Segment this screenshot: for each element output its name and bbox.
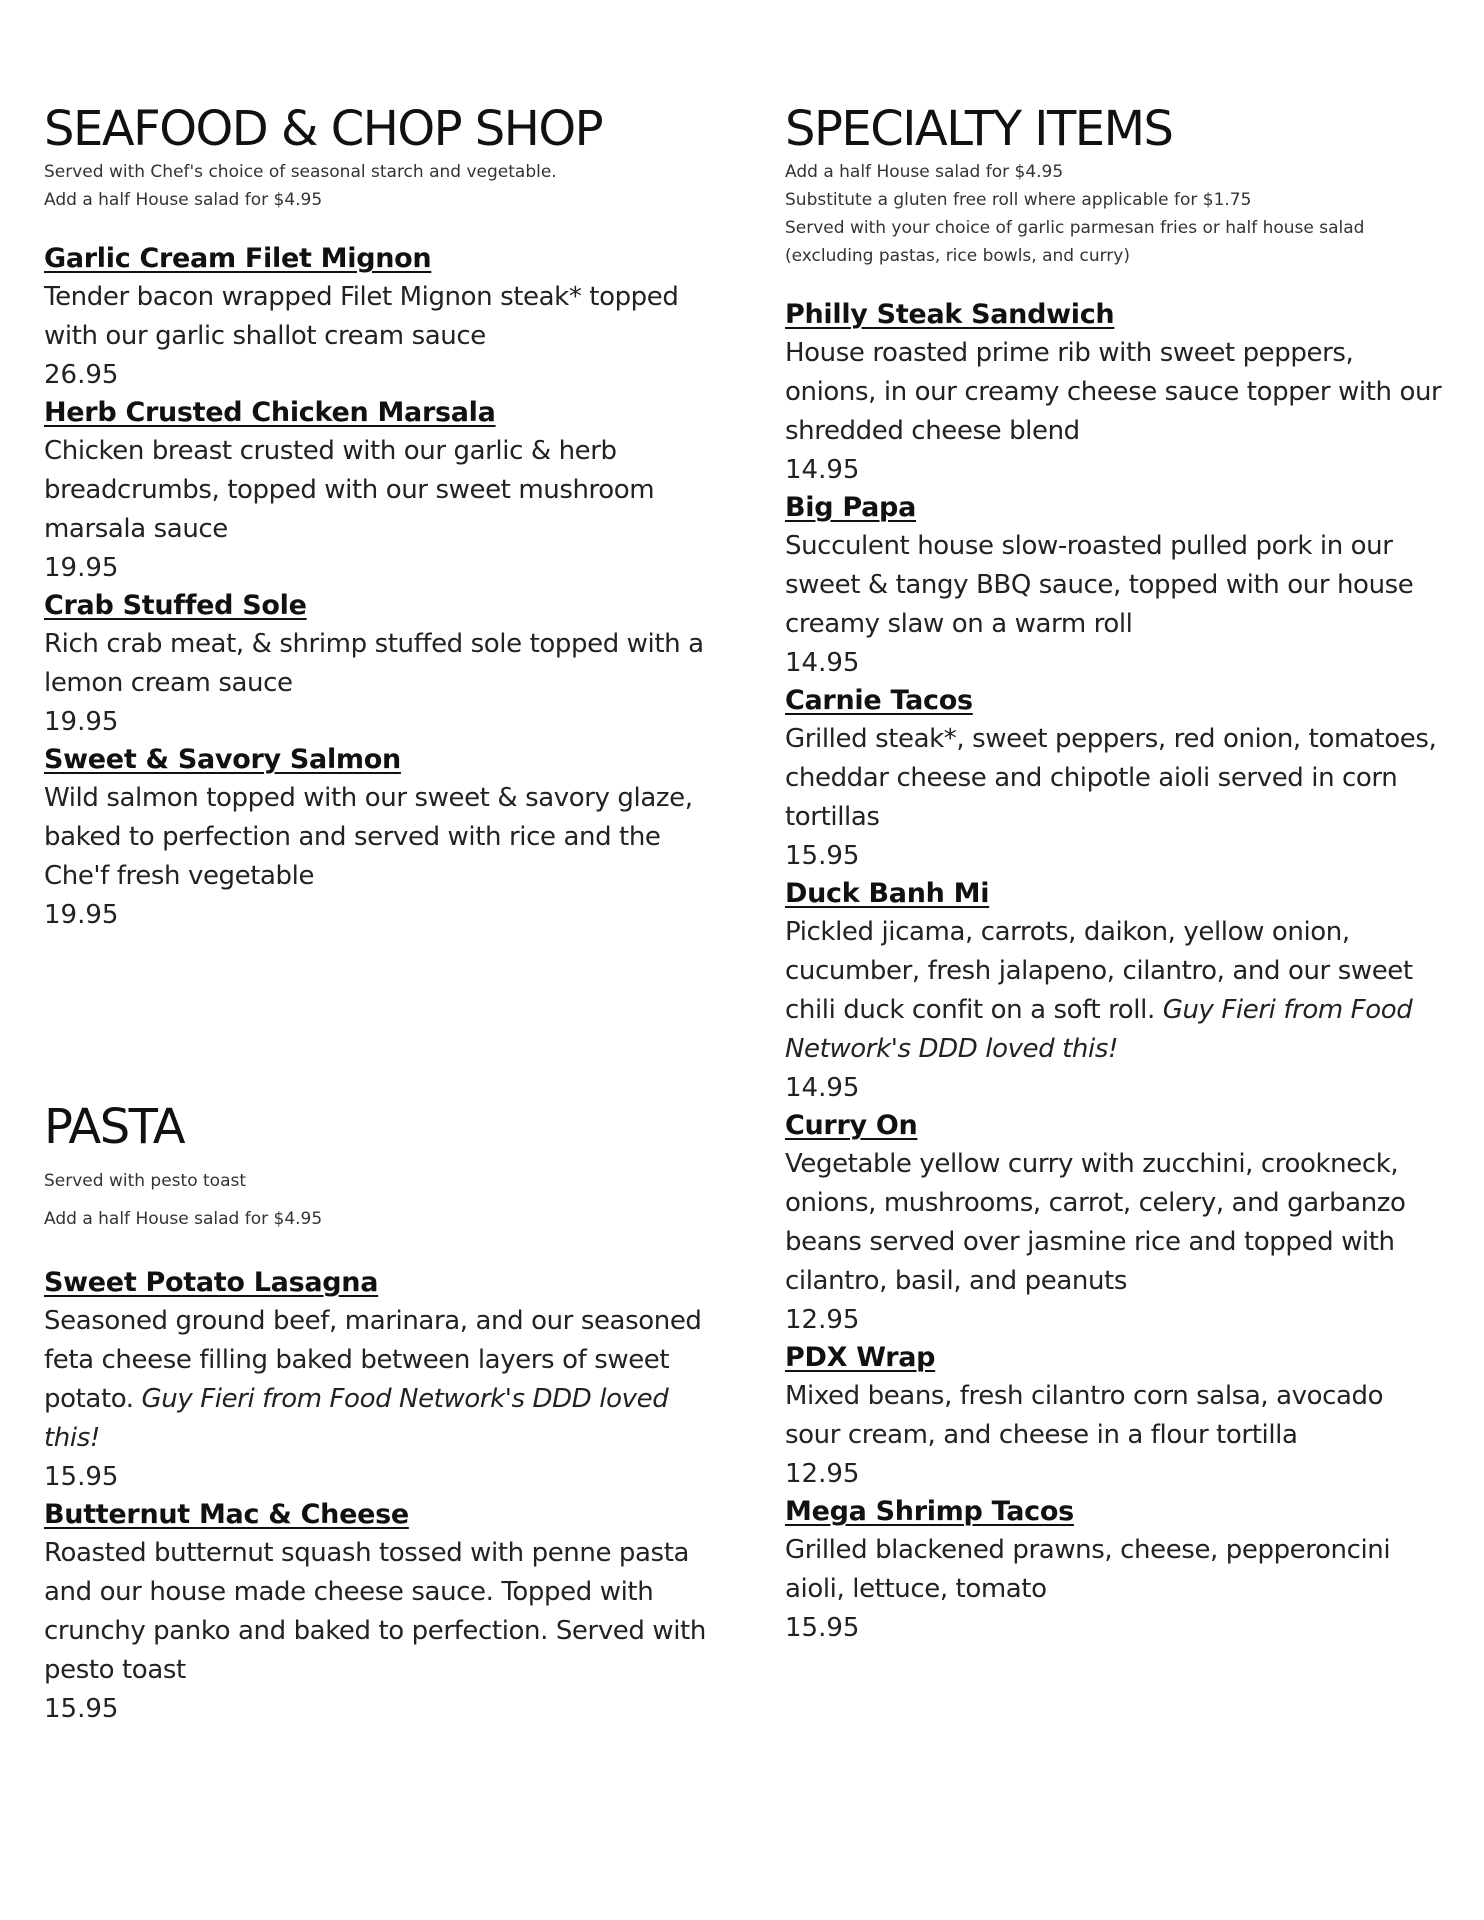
section-title: SEAFOOD & CHOP SHOP <box>44 101 603 157</box>
item-description: Tender bacon wrapped Filet Mignon steak* topped with our garlic shallot cream sauce <box>44 282 679 351</box>
item-price: 14.95 <box>785 455 860 485</box>
item-name: Duck Banh Mi <box>785 878 990 909</box>
item-name: Mega Shrimp Tacos <box>785 1496 1074 1527</box>
section-notes <box>44 1162 714 1238</box>
item-name: Big Papa <box>785 492 916 523</box>
seafood-section <box>44 100 714 934</box>
item-name: Herb Crusted Chicken Marsala <box>44 397 496 428</box>
item-description <box>44 1302 714 1458</box>
item-price: 14.95 <box>785 1073 860 1103</box>
item-name: PDX Wrap <box>785 1342 936 1373</box>
item-price: 26.95 <box>44 360 119 390</box>
menu-item <box>44 587 714 741</box>
item-price: 12.95 <box>785 1305 860 1335</box>
item-description: Chicken breast crusted with our garlic & herb breadcrumbs, topped with our sweet mushroom marsala sauce <box>44 436 655 544</box>
menu-item <box>44 1496 714 1728</box>
item-description: Wild salmon topped with our sweet & savory glaze, baked to perfection and served with rice and the Che'f fresh vegetable <box>44 783 693 891</box>
item-description <box>785 913 1445 1069</box>
item-name: Sweet & Savory Salmon <box>44 744 401 775</box>
right-column <box>785 100 1445 1647</box>
item-name: Garlic Cream Filet Mignon <box>44 243 432 274</box>
menu-items <box>44 1264 714 1728</box>
specialty-section <box>785 100 1445 1647</box>
section-note: Served with pesto toast <box>44 1171 247 1191</box>
item-price: 19.95 <box>44 707 119 737</box>
section-note: Substitute a gluten free roll where applicable for $1.75 <box>785 190 1252 210</box>
item-description-text: Seasoned ground beef, marinara, and our seasoned feta cheese filling baked between layers of sweet potato. <box>44 1306 702 1414</box>
section-title: SPECIALTY ITEMS <box>785 101 1173 157</box>
item-name: Curry On <box>785 1110 918 1141</box>
menu-item <box>785 1339 1445 1493</box>
item-price: 15.95 <box>44 1694 119 1724</box>
item-note: Guy Fieri from Food Network's DDD loved this! <box>44 1384 669 1453</box>
section-note: Served with your choice of garlic parmesan fries or half house salad (excluding pastas, rice bowls, and curry) <box>785 218 1365 266</box>
item-description-text: Pickled jicama, carrots, daikon, yellow onion, cucumber, fresh jalapeno, cilantro, and our sweet chili duck confit on a soft roll. <box>785 917 1413 1025</box>
item-name: Philly Steak Sandwich <box>785 299 1115 330</box>
menu-item <box>785 682 1445 875</box>
item-name: Butternut Mac & Cheese <box>44 1499 409 1530</box>
item-description: Vegetable yellow curry with zucchini, crookneck, onions, mushrooms, carrot, celery, and garbanzo beans served over jasmine rice and topped with cilantro, basil, and peanuts <box>785 1149 1406 1296</box>
item-price: 14.95 <box>785 648 860 678</box>
menu-items <box>44 240 714 934</box>
menu-item <box>44 394 714 587</box>
item-description: Mixed beans, fresh cilantro corn salsa, avocado sour cream, and cheese in a flour tortilla <box>785 1381 1384 1450</box>
menu-items <box>785 296 1445 1647</box>
item-description: Rich crab meat, & shrimp stuffed sole topped with a lemon cream sauce <box>44 629 704 698</box>
menu-item <box>44 240 714 394</box>
item-description: Succulent house slow-roasted pulled pork in our sweet & tangy BBQ sauce, topped with our house creamy slaw on a warm roll <box>785 531 1414 639</box>
section-note: Add a half House salad for $4.95 <box>44 1209 323 1229</box>
menu-item <box>785 296 1445 489</box>
item-price: 12.95 <box>785 1459 860 1489</box>
section-notes <box>44 158 714 214</box>
item-description: Grilled blackened prawns, cheese, pepperoncini aioli, lettuce, tomato <box>785 1535 1391 1604</box>
menu-item <box>44 1264 714 1496</box>
item-price: 19.95 <box>44 553 119 583</box>
item-description: House roasted prime rib with sweet peppers, onions, in our creamy cheese sauce topper with our shredded cheese blend <box>785 338 1442 446</box>
menu-item <box>785 875 1445 1107</box>
menu-item <box>785 489 1445 682</box>
section-note: Served with Chef's choice of seasonal starch and vegetable. <box>44 162 557 182</box>
section-title: PASTA <box>44 1099 185 1155</box>
item-price: 15.95 <box>44 1462 119 1492</box>
pasta-section <box>44 1098 714 1728</box>
item-price: 15.95 <box>785 1613 860 1643</box>
item-name: Crab Stuffed Sole <box>44 590 307 621</box>
left-column <box>44 100 714 1728</box>
item-name: Sweet Potato Lasagna <box>44 1267 379 1298</box>
item-name: Carnie Tacos <box>785 685 973 716</box>
item-description: Roasted butternut squash tossed with penne pasta and our house made cheese sauce. Topped with crunchy panko and baked to perfection. Served with pesto toast <box>44 1538 706 1685</box>
item-price: 19.95 <box>44 900 119 930</box>
menu-item <box>785 1107 1445 1339</box>
section-notes <box>785 158 1445 270</box>
section-note: Add a half House salad for $4.95 <box>785 162 1064 182</box>
item-note: Guy Fieri from Food Network's DDD loved this! <box>785 995 1413 1064</box>
menu-item <box>44 741 714 934</box>
item-description: Grilled steak*, sweet peppers, red onion, tomatoes, cheddar cheese and chipotle aioli served in corn tortillas <box>785 724 1437 832</box>
item-price: 15.95 <box>785 841 860 871</box>
menu-item <box>785 1493 1445 1647</box>
section-note: Add a half House salad for $4.95 <box>44 190 323 210</box>
